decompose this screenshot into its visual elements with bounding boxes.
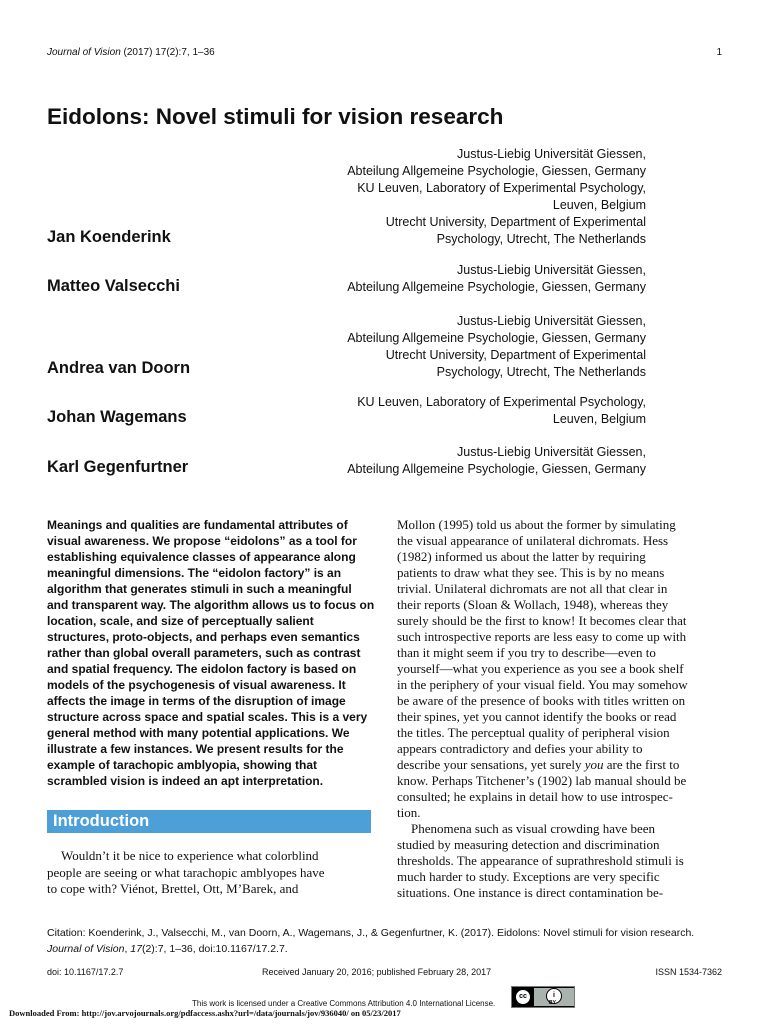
body-line: to cope with? Viénot, Brettel, Ott, M’Barek, and bbox=[47, 881, 299, 896]
body-line: Phenomena such as visual crowding have been bbox=[411, 821, 656, 836]
body-line: such introspective reports are less easy to come up with bbox=[397, 629, 687, 644]
by-panel bbox=[534, 988, 574, 1006]
affiliation-line: KU Leuven, Laboratory of Experimental Psychology, bbox=[357, 395, 646, 409]
abstract-line: structures, proto-objects, and perhaps even semantics bbox=[47, 630, 360, 644]
affiliation-line: Justus-Liebig Universität Giessen, bbox=[457, 445, 646, 459]
by-label: BY bbox=[549, 1000, 556, 1006]
abstract-line: scrambled vision is indeed an apt interpretation. bbox=[47, 774, 324, 788]
doi-text: doi: 10.1167/17.2.7 bbox=[47, 967, 124, 977]
body-line: appears contradictory and defies your ability to bbox=[397, 741, 643, 756]
body-line: (1982) informed us about the latter by requiring bbox=[397, 549, 646, 564]
abstract-line: structure across space and spatial scales. This is a very bbox=[47, 710, 368, 724]
running-head bbox=[47, 47, 722, 63]
body-line: than it might seem if you try to describe—even to bbox=[397, 645, 656, 660]
citation-block bbox=[47, 925, 727, 957]
affiliation-block-3 bbox=[300, 313, 646, 381]
body-line bbox=[397, 757, 723, 773]
page-number: 1 bbox=[716, 47, 722, 58]
issn-text: ISSN 1534-7362 bbox=[655, 967, 722, 977]
abstract-line: Meanings and qualities are fundamental attributes of bbox=[47, 518, 348, 532]
affiliation-line: Psychology, Utrecht, The Netherlands bbox=[436, 232, 646, 246]
body-line: know. Perhaps Titchener’s (1902) lab manual should be bbox=[397, 773, 687, 788]
abstract-line: algorithm that generates stimuli in such a meaningful bbox=[47, 582, 352, 596]
body-line: thresholds. The appearance of suprathreshold stimuli is bbox=[397, 853, 684, 868]
abstract-line: models of the psychogenesis of visual awareness. It bbox=[47, 678, 346, 692]
affiliation-line: Abteilung Allgemeine Psychologie, Giessen, Germany bbox=[347, 462, 646, 476]
affiliation-line: Abteilung Allgemeine Psychologie, Giessen, Germany bbox=[347, 164, 646, 178]
body-line: the titles. The perceptual quality of peripheral vision bbox=[397, 725, 670, 740]
body-line: studied by measuring detection and discrimination bbox=[397, 837, 660, 852]
abstract-line: visual awareness. We propose “eidolons” as a tool for bbox=[47, 534, 357, 548]
received-date: Received January 20, 2016; published February 28, 2017 bbox=[262, 967, 492, 977]
abstract-line: rather than global overall parameters, such as contrast bbox=[47, 646, 361, 660]
right-column-text bbox=[397, 517, 723, 901]
author-name: Karl Gegenfurtner bbox=[47, 458, 189, 476]
abstract-line: meaningful dimensions. The “eidolon factory” is an bbox=[47, 566, 342, 580]
body-line: be aware of the presence of books with titles written on bbox=[397, 693, 686, 708]
affiliation-line: Justus-Liebig Universität Giessen, bbox=[457, 263, 646, 277]
affiliation-line: Psychology, Utrecht, The Netherlands bbox=[436, 365, 646, 379]
author-name: Johan Wagemans bbox=[47, 408, 187, 426]
abstract-line: general method with many potential applications. We bbox=[47, 726, 350, 740]
intro-paragraph bbox=[47, 848, 371, 898]
affiliation-block-1 bbox=[300, 146, 646, 248]
abstract-line: location, scale, and size of perceptually salient bbox=[47, 614, 314, 628]
abstract-line: establishing equivalence classes of appearance along bbox=[47, 550, 356, 564]
journal-issue: (2017) 17(2):7, 1–36 bbox=[120, 47, 215, 58]
emphasis-text: you bbox=[584, 757, 604, 772]
citation-volume: 17 bbox=[130, 943, 142, 955]
affiliation-block-4 bbox=[300, 394, 646, 428]
author-name: Andrea van Doorn bbox=[47, 359, 191, 377]
author-name: Jan Koenderink bbox=[47, 228, 171, 246]
publication-metadata bbox=[47, 967, 722, 981]
body-line: people are seeing or what tarachopic amblyopes have bbox=[47, 864, 325, 880]
author-name: Matteo Valsecchi bbox=[47, 277, 180, 295]
body-line: surely should be the first to know! It becomes clear that bbox=[397, 613, 687, 628]
affiliation-line: Justus-Liebig Universität Giessen, bbox=[457, 147, 646, 161]
citation-journal: Journal of Vision bbox=[47, 943, 125, 955]
affiliation-line: Abteilung Allgemeine Psychologie, Giessen, Germany bbox=[347, 331, 646, 345]
affiliation-line: KU Leuven, Laboratory of Experimental Psychology, bbox=[357, 181, 646, 195]
body-line: yourself—what you experience as you see a book shelf bbox=[397, 661, 684, 676]
body-line: situations. One instance is direct contamination be- bbox=[397, 885, 664, 900]
body-text: describe your sensations, yet surely bbox=[397, 757, 585, 772]
license-text: This work is licensed under a Creative Commons Attribution 4.0 International License. bbox=[192, 999, 496, 1008]
affiliation-line: Leuven, Belgium bbox=[552, 412, 646, 426]
body-line: Mollon (1995) told us about the former by simulating bbox=[397, 517, 676, 532]
body-line: their reports (Sloan & Wollach, 1948), whereas they bbox=[397, 597, 669, 612]
citation-text: (2):7, 1–36, doi:10.1167/17.2.7. bbox=[141, 943, 288, 955]
citation-text: Citation: Koenderink, J., Valsecchi, M., van Doorn, A., Wagemans, J., & Gegenfurtner, K. (2017). Eidolons: Novel stimuli for vision research. bbox=[47, 927, 695, 939]
affiliation-line: Abteilung Allgemeine Psychologie, Giessen, Germany bbox=[347, 280, 646, 294]
journal-name: Journal of Vision bbox=[47, 47, 121, 58]
abstract-line: and spatial frequency. The eidolon factory is based on bbox=[47, 662, 357, 676]
body-line: patients to draw what they see. This is by no means bbox=[397, 565, 665, 580]
abstract-line: affects the image in terms of the disruption of image bbox=[47, 694, 346, 708]
journal-reference bbox=[47, 47, 215, 58]
cc-by-badge[interactable] bbox=[511, 986, 575, 1008]
body-line: their spines, yet you cannot identify the books or read bbox=[397, 709, 677, 724]
abstract-line: and transparent way. The algorithm allows us to focus on bbox=[47, 598, 375, 612]
section-heading-bar bbox=[47, 810, 371, 833]
body-line: in the periphery of your visual field. You may somehow bbox=[397, 677, 688, 692]
abstract-line: illustrate a few instances. We present results for the bbox=[47, 742, 344, 756]
download-line: Downloaded From: http://jov.arvojournals.org/pdfaccess.ashx?url=/data/journals/jov/936040/ on 05/23/2017 bbox=[9, 1008, 401, 1018]
affiliation-line: Utrecht University, Department of Experimental bbox=[385, 215, 646, 229]
body-line: the visual appearance of unilateral dichromats. Hess bbox=[397, 533, 669, 548]
article-title: Eidolons: Novel stimuli for vision research bbox=[47, 104, 504, 129]
body-line: Wouldn’t it be nice to experience what colorblind bbox=[61, 848, 319, 863]
body-line: consulted; he explains in detail how to use introspec- bbox=[397, 789, 673, 804]
affiliation-line: Leuven, Belgium bbox=[552, 198, 646, 212]
abstract-line: example of tarachopic amblyopia, showing that bbox=[47, 758, 318, 772]
body-line: much harder to study. Exceptions are very specific bbox=[397, 869, 660, 884]
attribution-icon: i bbox=[546, 988, 562, 1004]
citation-text: , bbox=[124, 943, 131, 955]
affiliation-line: Utrecht University, Department of Experimental bbox=[385, 348, 646, 362]
body-text: are the first to bbox=[603, 757, 680, 772]
affiliation-block-5 bbox=[300, 444, 646, 478]
affiliation-block-2 bbox=[300, 262, 646, 296]
body-line: tion. bbox=[397, 805, 421, 820]
affiliation-line: Justus-Liebig Universität Giessen, bbox=[457, 314, 646, 328]
body-line: trivial. Unilateral dichromats are not all that clear in bbox=[397, 581, 668, 596]
section-heading: Introduction bbox=[53, 812, 150, 830]
cc-icon: cc bbox=[515, 989, 531, 1005]
abstract bbox=[47, 517, 375, 789]
